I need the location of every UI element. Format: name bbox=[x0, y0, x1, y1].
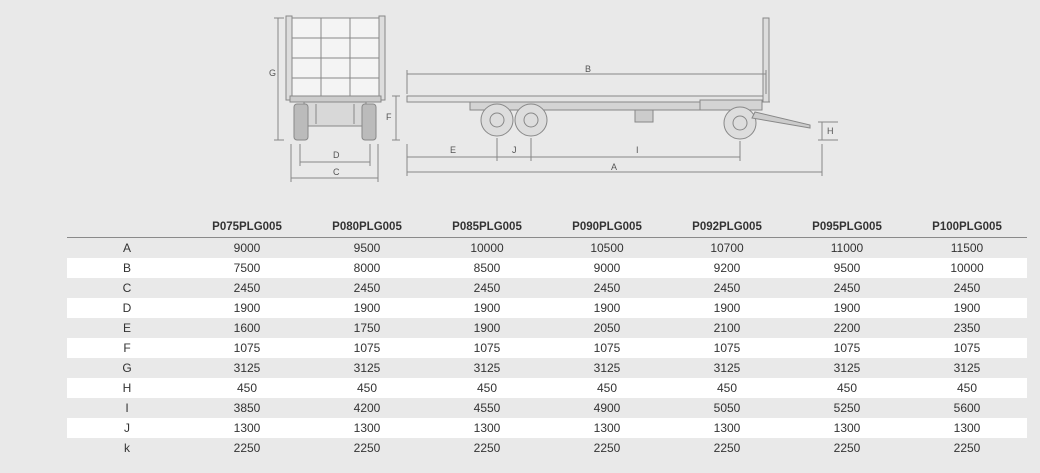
value-cell: 8500 bbox=[427, 258, 547, 278]
row-label-cell: k bbox=[67, 438, 187, 458]
value-cell: 450 bbox=[907, 378, 1027, 398]
dim-label-a: A bbox=[611, 162, 618, 172]
value-cell: 2250 bbox=[547, 438, 667, 458]
value-cell: 7500 bbox=[187, 258, 307, 278]
row-label-cell: G bbox=[67, 358, 187, 378]
dim-label-i: I bbox=[636, 145, 639, 155]
dim-label-e: E bbox=[450, 145, 457, 155]
value-cell: 9200 bbox=[667, 258, 787, 278]
value-cell: 1075 bbox=[187, 338, 307, 358]
value-cell: 2450 bbox=[307, 278, 427, 298]
table-row bbox=[67, 418, 1027, 438]
value-cell: 1300 bbox=[187, 418, 307, 438]
spec-table bbox=[67, 217, 1027, 458]
dim-label-c: C bbox=[333, 167, 340, 177]
value-cell: 3125 bbox=[427, 358, 547, 378]
value-cell: 1075 bbox=[427, 338, 547, 358]
value-cell: 450 bbox=[547, 378, 667, 398]
table-row bbox=[67, 438, 1027, 458]
value-cell: 1900 bbox=[787, 298, 907, 318]
value-cell: 1300 bbox=[547, 418, 667, 438]
row-label-cell: J bbox=[67, 418, 187, 438]
value-cell: 2250 bbox=[907, 438, 1027, 458]
header-cell-model: P095PLG005 bbox=[787, 217, 907, 238]
value-cell: 450 bbox=[307, 378, 427, 398]
table-row bbox=[67, 338, 1027, 358]
value-cell: 2450 bbox=[187, 278, 307, 298]
header-cell-model: P080PLG005 bbox=[307, 217, 427, 238]
value-cell: 9000 bbox=[187, 238, 307, 259]
row-label-cell: C bbox=[67, 278, 187, 298]
row-label-cell: A bbox=[67, 238, 187, 259]
value-cell: 10500 bbox=[547, 238, 667, 259]
value-cell: 3125 bbox=[187, 358, 307, 378]
value-cell: 1300 bbox=[667, 418, 787, 438]
value-cell: 2250 bbox=[787, 438, 907, 458]
value-cell: 450 bbox=[787, 378, 907, 398]
value-cell: 11000 bbox=[787, 238, 907, 259]
value-cell: 2200 bbox=[787, 318, 907, 338]
row-label-cell: E bbox=[67, 318, 187, 338]
value-cell: 2100 bbox=[667, 318, 787, 338]
dim-label-g: G bbox=[269, 68, 277, 78]
value-cell: 3125 bbox=[547, 358, 667, 378]
value-cell: 2450 bbox=[907, 278, 1027, 298]
value-cell: 2350 bbox=[907, 318, 1027, 338]
value-cell: 10700 bbox=[667, 238, 787, 259]
value-cell: 1900 bbox=[667, 298, 787, 318]
value-cell: 1900 bbox=[427, 318, 547, 338]
dim-label-d: D bbox=[333, 150, 340, 160]
value-cell: 1300 bbox=[907, 418, 1027, 438]
value-cell: 2450 bbox=[667, 278, 787, 298]
value-cell: 2050 bbox=[547, 318, 667, 338]
table-row bbox=[67, 238, 1027, 259]
value-cell: 9500 bbox=[307, 238, 427, 259]
value-cell: 1075 bbox=[307, 338, 427, 358]
value-cell: 4900 bbox=[547, 398, 667, 418]
row-label-cell: D bbox=[67, 298, 187, 318]
dim-label-f: F bbox=[386, 112, 392, 122]
value-cell: 3125 bbox=[787, 358, 907, 378]
value-cell: 1300 bbox=[307, 418, 427, 438]
value-cell: 3125 bbox=[907, 358, 1027, 378]
value-cell: 2450 bbox=[547, 278, 667, 298]
table-row bbox=[67, 318, 1027, 338]
header-cell-model: P092PLG005 bbox=[667, 217, 787, 238]
row-label-cell: I bbox=[67, 398, 187, 418]
value-cell: 5250 bbox=[787, 398, 907, 418]
value-cell: 3850 bbox=[187, 398, 307, 418]
table-body bbox=[67, 238, 1027, 459]
table-row bbox=[67, 278, 1027, 298]
value-cell: 10000 bbox=[427, 238, 547, 259]
header-cell-model: P085PLG005 bbox=[427, 217, 547, 238]
table-header-row bbox=[67, 217, 1027, 238]
value-cell: 450 bbox=[667, 378, 787, 398]
value-cell: 4200 bbox=[307, 398, 427, 418]
value-cell: 1600 bbox=[187, 318, 307, 338]
value-cell: 9500 bbox=[787, 258, 907, 278]
dim-label-b: B bbox=[585, 64, 592, 74]
value-cell: 450 bbox=[187, 378, 307, 398]
value-cell: 1300 bbox=[787, 418, 907, 438]
table-row bbox=[67, 298, 1027, 318]
value-cell: 1750 bbox=[307, 318, 427, 338]
value-cell: 11500 bbox=[907, 238, 1027, 259]
value-cell: 2250 bbox=[307, 438, 427, 458]
value-cell: 3125 bbox=[307, 358, 427, 378]
value-cell: 4550 bbox=[427, 398, 547, 418]
value-cell: 1900 bbox=[427, 298, 547, 318]
value-cell: 1300 bbox=[427, 418, 547, 438]
value-cell: 1075 bbox=[907, 338, 1027, 358]
value-cell: 2250 bbox=[667, 438, 787, 458]
table-row bbox=[67, 398, 1027, 418]
dim-label-h: H bbox=[827, 126, 834, 136]
value-cell: 1075 bbox=[667, 338, 787, 358]
value-cell: 9000 bbox=[547, 258, 667, 278]
header-cell-model: P090PLG005 bbox=[547, 217, 667, 238]
front-view-drawing bbox=[0, 0, 400, 205]
value-cell: 8000 bbox=[307, 258, 427, 278]
table-row bbox=[67, 358, 1027, 378]
value-cell: 1900 bbox=[307, 298, 427, 318]
value-cell: 10000 bbox=[907, 258, 1027, 278]
value-cell: 1900 bbox=[907, 298, 1027, 318]
value-cell: 2250 bbox=[187, 438, 307, 458]
value-cell: 2250 bbox=[427, 438, 547, 458]
value-cell: 5600 bbox=[907, 398, 1027, 418]
value-cell: 1900 bbox=[547, 298, 667, 318]
header-cell-model: P100PLG005 bbox=[907, 217, 1027, 238]
header-cell-model: P075PLG005 bbox=[187, 217, 307, 238]
value-cell: 1075 bbox=[787, 338, 907, 358]
table-row bbox=[67, 258, 1027, 278]
row-label-cell: H bbox=[67, 378, 187, 398]
table-row bbox=[67, 378, 1027, 398]
value-cell: 1900 bbox=[187, 298, 307, 318]
technical-drawings bbox=[0, 0, 1040, 205]
header-cell-empty bbox=[67, 217, 187, 238]
value-cell: 1075 bbox=[547, 338, 667, 358]
row-label-cell: B bbox=[67, 258, 187, 278]
row-label-cell: F bbox=[67, 338, 187, 358]
value-cell: 3125 bbox=[667, 358, 787, 378]
value-cell: 450 bbox=[427, 378, 547, 398]
value-cell: 2450 bbox=[427, 278, 547, 298]
value-cell: 2450 bbox=[787, 278, 907, 298]
value-cell: 5050 bbox=[667, 398, 787, 418]
dim-label-j: J bbox=[512, 145, 517, 155]
